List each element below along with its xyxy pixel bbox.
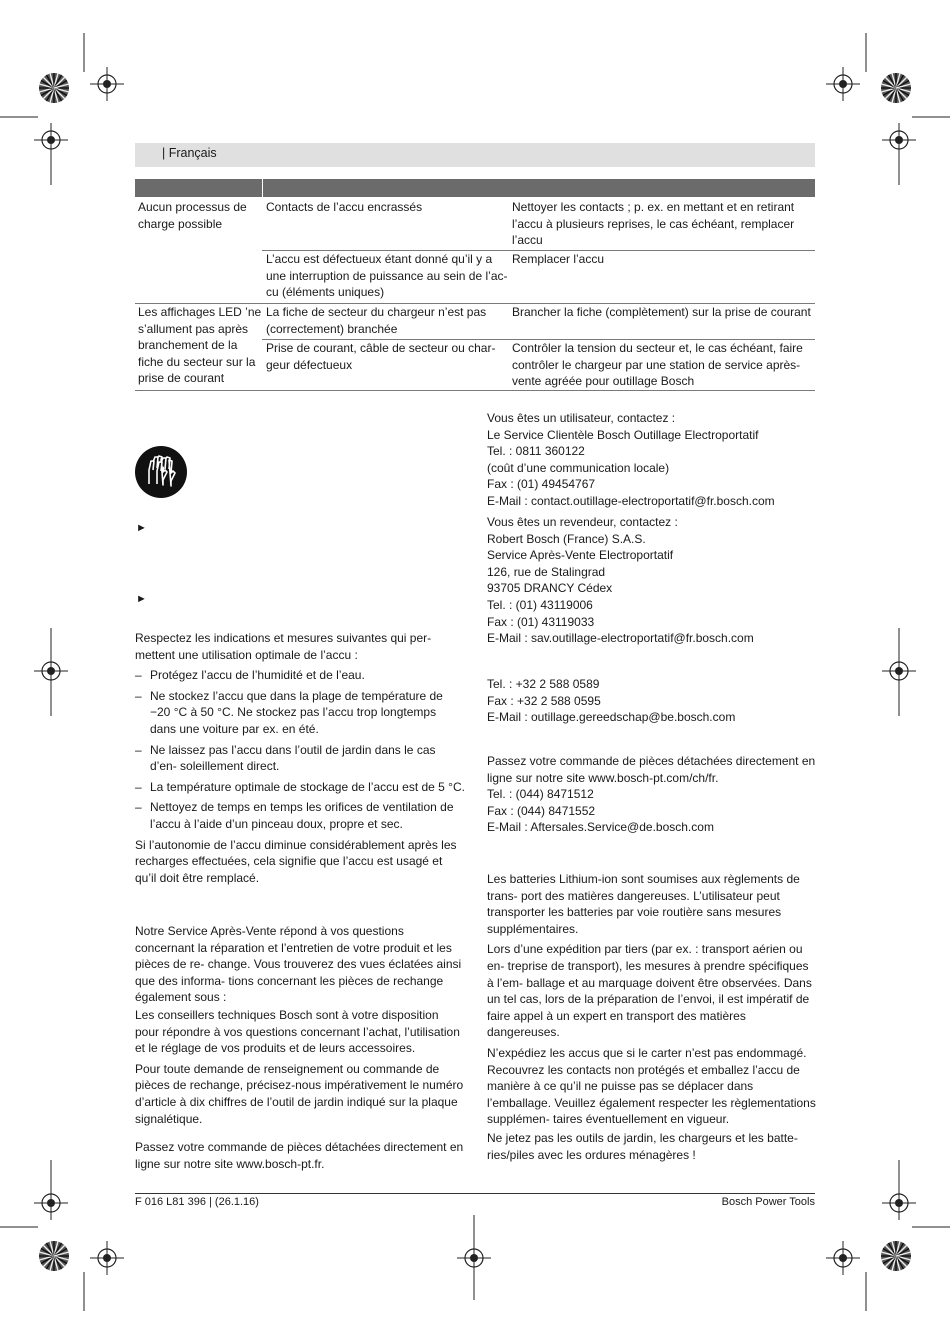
contact-line: Fax : (01) 43119033 <box>487 614 595 629</box>
contact-line: E-Mail : outillage.gereedschap@be.bosch.com <box>487 710 736 725</box>
left-column <box>135 630 465 890</box>
contact-line: Fax : (044) 8471552 <box>487 803 596 818</box>
online-order-paragraph: Passez votre commande de pièces détachées directement en ligne sur notre site www.bosch-pt.fr. <box>135 1140 464 1171</box>
contact-line: Le Service Clientèle Bosch Outillage Electroportatif <box>487 427 759 442</box>
table-cell-cause: La fiche de secteur du chargeur n’est pas (correctement) branchée <box>266 305 487 336</box>
table-header-bar <box>135 179 815 197</box>
protective-gloves-icon <box>135 446 187 498</box>
battery-care-intro: Respectez les indications et mesures suivantes qui per- mettent une utilisation optimale de l’accu : <box>135 631 432 662</box>
transport-paragraph: Les batteries Lithium-ion sont soumises aux règlements de trans- port des matières dangereuses. L’utilisateur peut transporter les batteries par voie routière sans mesures supplémentaires. <box>487 872 800 936</box>
registration-starburst-icon <box>881 1241 911 1271</box>
table-cell-symptom: Les affichages LED ’ne s’allument pas après branchement de la fiche du secteur sur la prise de courant <box>138 305 262 386</box>
contact-line: Vous êtes un utilisateur, contactez : <box>487 411 676 425</box>
registration-starburst-icon <box>881 73 911 103</box>
contact-line: Tel. : 0811 360122 <box>487 444 585 459</box>
header-bar <box>135 143 815 167</box>
table-cell-remedy: Contrôler la tension du secteur et, le cas échéant, faire contrôler le chargeur par une station de service après- vente agréée pour outillage Bosch <box>512 341 803 389</box>
belgium-contact-block <box>487 676 817 726</box>
contact-line: Tel. : +32 2 588 0589 <box>487 677 600 691</box>
contact-line: Tel. : (01) 43119006 <box>487 597 593 612</box>
battery-autonomy-paragraph: Si l’autonomie de l’accu diminue considérablement après les recharges effectuées, cela signifie que l’accu est usagé et qu’il doit être remplacé. <box>135 837 457 885</box>
registration-target-icon <box>34 123 68 157</box>
dealer-contact-block <box>487 514 817 647</box>
transport-section <box>487 871 817 1132</box>
order-note-paragraph: Pour toute demande de renseignement ou commande de pièces de rechange, précisez-nous impérativement le numéro d’article à dix chiffres de l’outil de jardin indiqué sur la plaque signalétique. <box>135 1061 464 1126</box>
service-section <box>135 923 465 1010</box>
footer-rule <box>135 1193 815 1194</box>
table-cell-symptom: Aucun processus de charge possible <box>138 200 247 231</box>
online-order-section <box>135 1139 465 1176</box>
registration-target-icon <box>826 1241 860 1275</box>
battery-care-list <box>135 667 465 832</box>
table-cell-remedy: Brancher la fiche (complètement) sur la prise de courant <box>512 305 811 319</box>
registration-target-icon <box>882 654 916 688</box>
registration-target-icon <box>90 1241 124 1275</box>
list-item: – Protégez l’accu de l’humidité et de l’eau. <box>135 667 465 684</box>
contact-line: 93705 DRANCY Cédex <box>487 581 613 596</box>
footer-brand: Bosch Power Tools <box>721 1196 815 1208</box>
disposal-paragraph: Ne jetez pas les outils de jardin, les chargeurs et les batte- ries/piles avec les ordures ménagères ! <box>487 1131 798 1162</box>
registration-target-icon <box>882 1186 916 1220</box>
table-cell-cause: Contacts de l’accu encrassés <box>266 200 423 214</box>
list-item: – Ne laissez pas l’accu dans l’outil de jardin dans le cas d’en- soleillement direct. <box>135 742 465 775</box>
footer-document-id: F 016 L81 396 | (26.1.16) <box>135 1196 259 1208</box>
contact-line: Service Après-Vente Electroportatif <box>487 548 674 563</box>
contact-line: Fax : (01) 49454767 <box>487 477 596 492</box>
registration-target-icon <box>457 1241 491 1275</box>
registration-target-icon <box>34 654 68 688</box>
contact-line: ligne sur notre site www.bosch-pt.com/ch/fr. <box>487 770 719 785</box>
advisors-paragraph: Les conseillers techniques Bosch sont à votre disposition pour répondre à vos questions concernant l’achat, l’utilisation et le réglage de vos produits et de leurs accessoires. <box>135 1008 460 1056</box>
contact-line: (coût d’une communication locale) <box>487 460 670 475</box>
transport-paragraph: N’expédiez les accus que si le carter n’est pas endommagé. Recouvrez les contacts non protégés et emballez l’accu de manière à ce qu’il ne puisse pas se déplacer dans l’emballage. Veuillez également respecter les règlementations supplémen- taires éventuellement en vigueur. <box>487 1045 816 1127</box>
registration-target-icon <box>90 67 124 101</box>
service-paragraph: Notre Service Après-Vente répond à vos questions concernant la réparation et l’entretien de votre produit et les pièces de re- change. Vous trouverez des vues éclatées ainsi que des informa- tions concernant les pièces de rechange également sous : <box>135 924 462 1005</box>
contact-line: Passez votre commande de pièces détachées directement en <box>487 754 816 768</box>
contact-line: 126, rue de Stalingrad <box>487 564 606 579</box>
registration-target-icon <box>882 123 916 157</box>
disposal-section <box>487 1130 817 1167</box>
user-contact-block <box>487 410 817 510</box>
contact-line: Robert Bosch (France) S.A.S. <box>487 531 646 546</box>
contact-line: Fax : +32 2 588 0595 <box>487 693 601 708</box>
contact-line: E-Mail : Aftersales.Service@de.bosch.com <box>487 820 714 835</box>
table-cell-remedy: Nettoyer les contacts ; p. ex. en mettant et en retirant l’accu à plusieurs reprises, le cas échéant, remplacer l’accu <box>512 200 795 248</box>
registration-target-icon <box>826 67 860 101</box>
list-item: – Ne stockez l’accu que dans la plage de température de −20 °C à 50 °C. Ne stockez pas l’accu trop longtemps dans une voiture par ex. en été. <box>135 688 465 738</box>
contact-line: E-Mail : contact.outillage-electroportatif@fr.bosch.com <box>487 493 775 508</box>
table-cell-cause: Prise de courant, câble de secteur ou char- geur défectueux <box>266 341 496 372</box>
contact-line: Vous êtes un revendeur, contactez : <box>487 515 678 529</box>
warning-marker: ► <box>136 522 147 534</box>
list-item: – Nettoyez de temps en temps les orifices de ventilation de l’accu à l’aide d’un pinceau doux, propre et sec. <box>135 799 465 832</box>
registration-starburst-icon <box>39 73 69 103</box>
table-cell-cause: L’accu est défectueux étant donné qu’il y a une interruption de puissance au sein de l’ac- cu (éléments uniques) <box>266 252 508 300</box>
table-cell-remedy: Remplacer l’accu <box>512 252 605 266</box>
contact-line: E-Mail : sav.outillage-electroportatif@fr.bosch.com <box>487 631 754 646</box>
list-item: – La température optimale de stockage de l’accu est de 5 °C. <box>135 779 465 796</box>
table-header-divider <box>262 179 263 197</box>
page-language-header: | Français <box>162 146 217 160</box>
registration-target-icon <box>34 1186 68 1220</box>
warning-marker: ► <box>136 593 147 605</box>
advisors-section <box>135 1007 465 1131</box>
swiss-contact-block <box>487 753 817 836</box>
table-bottom-rule <box>135 390 815 391</box>
contact-line: Tel. : (044) 8471512 <box>487 787 594 802</box>
transport-paragraph: Lors d’une expédition par tiers (par ex. : transport aérien ou en- treprise de transport), les mesures à prendre spécifiques à l’em- ballage et au marquage doivent être observées. Dans un tel cas, lors de la préparation de l’envoi, il est impératif de faire appel à un expert en transport des matières dangereuses. <box>487 942 812 1040</box>
registration-starburst-icon <box>39 1241 69 1271</box>
